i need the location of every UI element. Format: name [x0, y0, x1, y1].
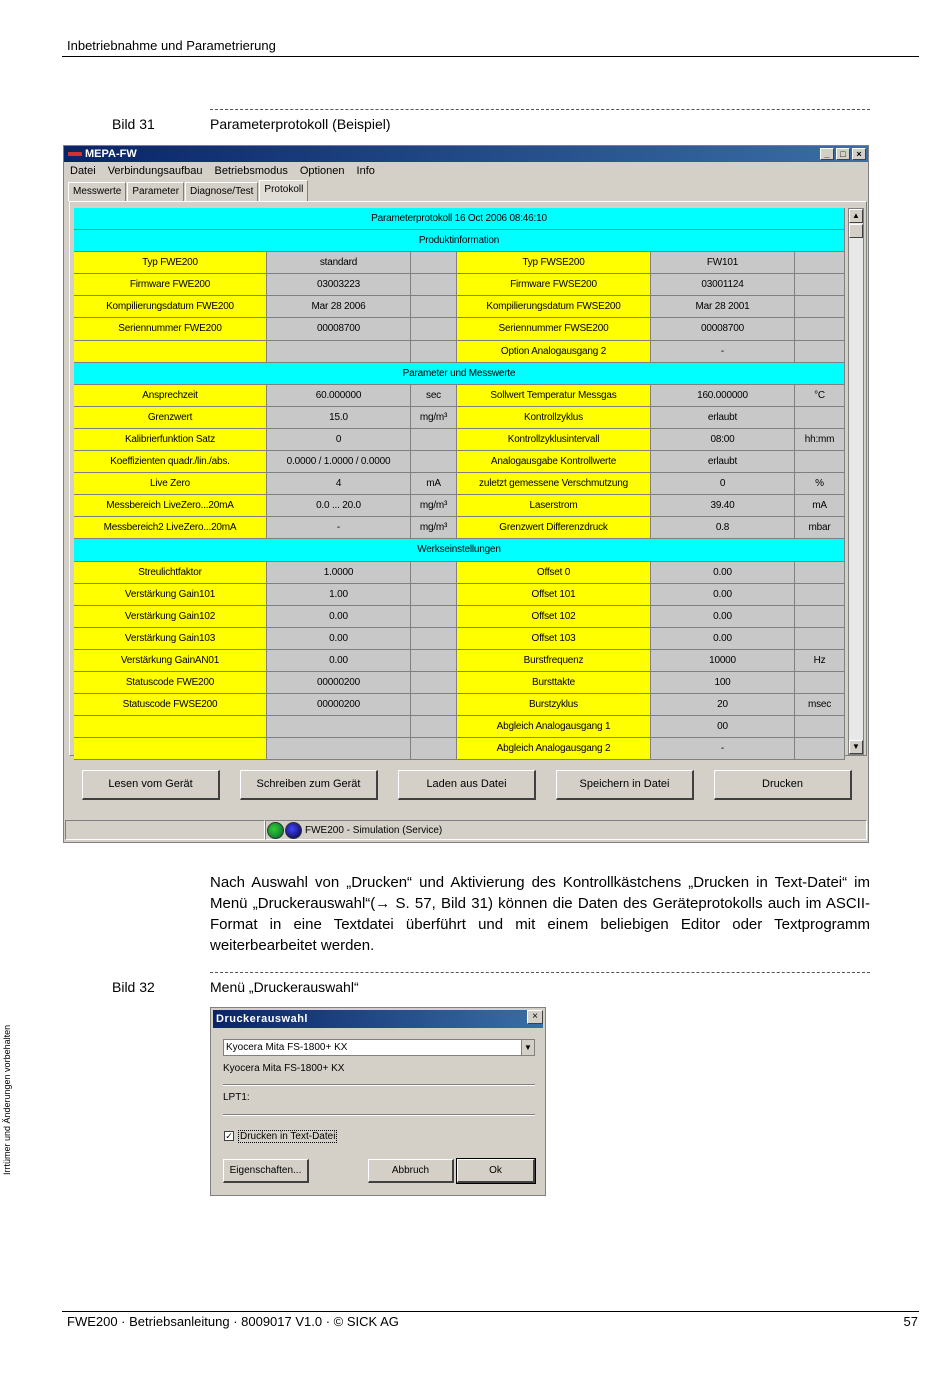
cell-unit-right: mA: [795, 495, 845, 517]
cell-value-left: 03003223: [267, 274, 411, 296]
cell-value-right: 10000: [651, 650, 795, 672]
cell-value-left: 00008700: [267, 318, 411, 340]
table-row: [74, 252, 845, 274]
cell-label-right: Bursttakte: [457, 672, 651, 694]
printer-dialog: [210, 1007, 546, 1196]
cell-unit-right: [795, 584, 845, 606]
cell-label-right: Option Analogausgang 2: [457, 341, 651, 363]
cell-value-left: 00000200: [267, 694, 411, 716]
cell-label-right: Kontrollzyklusintervall: [457, 429, 651, 451]
cell-label-left: Kompilierungsdatum FWE200: [74, 296, 267, 318]
cell-value-right: -: [651, 341, 795, 363]
cancel-button[interactable]: Abbruch: [368, 1159, 454, 1183]
cell-unit-right: [795, 318, 845, 340]
cell-value-left: 0.00: [267, 650, 411, 672]
table-row: [74, 318, 845, 340]
cell-label-right: Abgleich Analogausgang 1: [457, 716, 651, 738]
cell-unit-right: [795, 341, 845, 363]
dialog-divider: [223, 1084, 535, 1086]
cell-unit-left: mA: [411, 473, 457, 495]
cell-value-right: 0: [651, 473, 795, 495]
table-row: [74, 208, 845, 230]
cell-value-left: 4: [267, 473, 411, 495]
cell-unit-right: [795, 716, 845, 738]
section-header: Parameter und Messwerte: [74, 363, 845, 385]
table-row: [74, 539, 845, 561]
cell-unit-right: [795, 562, 845, 584]
table-row: [74, 495, 845, 517]
dialog-close-icon[interactable]: ×: [527, 1010, 543, 1024]
cell-unit-left: mg/m³: [411, 407, 457, 429]
cell-value-left: standard: [267, 252, 411, 274]
cell-value-left: [267, 716, 411, 738]
cell-unit-left: [411, 694, 457, 716]
scroll-thumb[interactable]: [849, 224, 863, 238]
cell-label-right: Abgleich Analogausgang 2: [457, 738, 651, 760]
cell-unit-left: [411, 318, 457, 340]
cell-value-left: 0.0 ... 20.0: [267, 495, 411, 517]
ok-button[interactable]: Ok: [457, 1159, 535, 1183]
figure-divider: [210, 109, 870, 110]
figure-title: Menü „Druckerauswahl“: [210, 979, 359, 995]
figure-number: Bild 31: [112, 116, 155, 132]
page-number: 57: [903, 1314, 918, 1329]
cell-value-right: erlaubt: [651, 451, 795, 473]
cell-label-left: Verstärkung Gain101: [74, 584, 267, 606]
cell-label-left: Ansprechzeit: [74, 385, 267, 407]
dialog-divider: [223, 1114, 535, 1116]
load-file-button[interactable]: Laden aus Datei: [398, 770, 536, 800]
section-header: Produktinformation: [74, 230, 845, 252]
cell-label-left: Live Zero: [74, 473, 267, 495]
table-row: [74, 584, 845, 606]
cell-label-left: Verstärkung Gain103: [74, 628, 267, 650]
cell-value-left: 60.000000: [267, 385, 411, 407]
cell-value-left: 1.00: [267, 584, 411, 606]
cell-label-left: Streulichtfaktor: [74, 562, 267, 584]
cell-label-right: Laserstrom: [457, 495, 651, 517]
cell-value-right: erlaubt: [651, 407, 795, 429]
cell-value-right: 0.8: [651, 517, 795, 539]
cell-unit-right: [795, 628, 845, 650]
cell-unit-left: [411, 562, 457, 584]
cell-unit-left: sec: [411, 385, 457, 407]
cell-label-left: Kalibrierfunktion Satz: [74, 429, 267, 451]
section-header: Parameterprotokoll 16 Oct 2006 08:46:10: [74, 208, 845, 230]
cell-unit-right: Hz: [795, 650, 845, 672]
menu-optionen[interactable]: Optionen: [299, 165, 345, 177]
table-row: [74, 473, 845, 495]
cell-value-right: 100: [651, 672, 795, 694]
table-row: [74, 407, 845, 429]
green-led-icon: [267, 822, 284, 839]
footer-text: FWE200 · Betriebsanleitung · 8009017 V1.0 · © SICK AG: [67, 1314, 399, 1329]
table-row: [74, 429, 845, 451]
cell-unit-left: mg/m³: [411, 517, 457, 539]
tab-parameter[interactable]: Parameter: [127, 182, 184, 201]
cell-value-right: FW101: [651, 252, 795, 274]
menu-betriebsmodus[interactable]: Betriebsmodus: [214, 165, 288, 177]
text-file-checkbox-label[interactable]: Drucken in Text-Datei: [240, 1131, 336, 1142]
cell-value-right: 20: [651, 694, 795, 716]
cell-unit-left: [411, 738, 457, 760]
cell-label-left: Statuscode FWE200: [74, 672, 267, 694]
cell-unit-right: msec: [795, 694, 845, 716]
cell-unit-right: [795, 296, 845, 318]
protokoll-panel: [69, 201, 867, 756]
cell-unit-right: [795, 274, 845, 296]
scroll-up-icon[interactable]: ▲: [849, 209, 863, 223]
cell-value-right: 0.00: [651, 584, 795, 606]
action-buttons: [82, 770, 852, 800]
cell-value-left: [267, 341, 411, 363]
figure-divider: [210, 972, 870, 973]
table-row: [74, 451, 845, 473]
vertical-scrollbar[interactable]: [848, 208, 864, 755]
cell-label-right: Seriennummer FWSE200: [457, 318, 651, 340]
table-row: [74, 385, 845, 407]
cell-value-left: [267, 738, 411, 760]
menu-verbindungsaufbau[interactable]: Verbindungsaufbau: [107, 165, 203, 177]
cell-label-right: Kontrollzyklus: [457, 407, 651, 429]
cell-value-right: 160.000000: [651, 385, 795, 407]
cell-value-right: 03001124: [651, 274, 795, 296]
cell-label-right: Analogausgabe Kontrollwerte: [457, 451, 651, 473]
cell-label-left: Grenzwert: [74, 407, 267, 429]
menu-info[interactable]: Info: [356, 165, 375, 177]
table-row: [74, 341, 845, 363]
cell-label-left: [74, 738, 267, 760]
table-row: [74, 230, 845, 252]
cell-label-right: Sollwert Temperatur Messgas: [457, 385, 651, 407]
cell-unit-right: [795, 407, 845, 429]
cell-label-left: [74, 716, 267, 738]
status-bar: [65, 820, 867, 841]
cell-label-left: Koeffizienten quadr./lin./abs.: [74, 451, 267, 473]
printer-select-value: Kyocera Mita FS-1800+ KX: [226, 1042, 348, 1053]
table-row: [74, 274, 845, 296]
status-pane-right: [265, 820, 867, 840]
cell-unit-left: [411, 672, 457, 694]
menu-bar: [64, 163, 381, 180]
properties-button[interactable]: Eigenschaften...: [223, 1159, 309, 1183]
cell-label-left: [74, 341, 267, 363]
table-row: [74, 562, 845, 584]
table-row: [74, 628, 845, 650]
cell-value-left: 15.0: [267, 407, 411, 429]
print-button[interactable]: Drucken: [714, 770, 852, 800]
cell-value-right: 39.40: [651, 495, 795, 517]
header-title: Inbetriebnahme und Parametrierung: [67, 38, 276, 53]
cell-value-right: 00: [651, 716, 795, 738]
cell-value-left: -: [267, 517, 411, 539]
mepa-window: [63, 145, 869, 843]
write-device-button[interactable]: Schreiben zum Gerät: [240, 770, 378, 800]
cell-value-right: 0.00: [651, 628, 795, 650]
cell-label-right: Burstzyklus: [457, 694, 651, 716]
table-row: [74, 363, 845, 385]
table-row: [74, 694, 845, 716]
cell-value-right: -: [651, 738, 795, 760]
cell-label-right: Offset 103: [457, 628, 651, 650]
dialog-title: Druckerauswahl: [213, 1010, 543, 1028]
cell-unit-right: mbar: [795, 517, 845, 539]
cell-unit-right: [795, 606, 845, 628]
cell-unit-left: [411, 341, 457, 363]
table-row: [74, 296, 845, 318]
cell-label-left: Typ FWE200: [74, 252, 267, 274]
cell-unit-right: °C: [795, 385, 845, 407]
minimize-button[interactable]: _: [820, 148, 834, 160]
cell-unit-left: [411, 716, 457, 738]
cell-value-right: Mar 28 2001: [651, 296, 795, 318]
body-paragraph: Nach Auswahl von „Drucken“ und Aktivierung des Kontrollkästchens „Drucken in Text-Datei“ im Menü „Druckerauswahl“(→ S. 57, Bild 31) können die Daten des Geräteprotokolls auch im ASCII-Format in eine Textdatei überführt und mit einem beliebigen Editor oder Textprogramm weiterbearbeitet werden.: [210, 874, 870, 954]
cell-unit-left: [411, 274, 457, 296]
cell-unit-right: [795, 252, 845, 274]
window-title: MEPA-FW: [85, 148, 137, 160]
cell-label-right: Offset 101: [457, 584, 651, 606]
table-row: [74, 517, 845, 539]
cell-label-right: zuletzt gemessene Verschmutzung: [457, 473, 651, 495]
cell-value-left: 0.0000 / 1.0000 / 0.0000: [267, 451, 411, 473]
cell-value-right: 0.00: [651, 606, 795, 628]
maximize-button[interactable]: □: [836, 148, 850, 160]
text-file-checkbox[interactable]: ✓: [225, 1131, 233, 1141]
cell-unit-right: [795, 672, 845, 694]
table-row: [74, 672, 845, 694]
cell-label-right: Offset 102: [457, 606, 651, 628]
cell-label-left: Verstärkung GainAN01: [74, 650, 267, 672]
cell-value-right: 00008700: [651, 318, 795, 340]
window-titlebar: [64, 146, 868, 162]
table-row: [74, 716, 845, 738]
cell-unit-left: [411, 429, 457, 451]
status-text: FWE200 - Simulation (Service): [305, 824, 443, 836]
side-note: Irrtümer und Änderungen vorbehalten: [2, 1024, 12, 1175]
cell-value-right: 0.00: [651, 562, 795, 584]
cell-unit-right: [795, 738, 845, 760]
cell-label-right: Typ FWSE200: [457, 252, 651, 274]
printer-port: LPT1:: [223, 1092, 250, 1103]
figure-number: Bild 32: [112, 979, 155, 995]
cell-value-left: 00000200: [267, 672, 411, 694]
save-file-button[interactable]: Speichern in Datei: [556, 770, 694, 800]
tab-protokoll[interactable]: Protokoll: [259, 180, 308, 201]
header-rule: [62, 56, 919, 57]
cell-value-left: 1.0000: [267, 562, 411, 584]
cell-unit-left: [411, 296, 457, 318]
cell-unit-right: [795, 451, 845, 473]
cell-unit-left: [411, 628, 457, 650]
cell-label-right: Offset 0: [457, 562, 651, 584]
table-row: [74, 606, 845, 628]
cell-value-left: Mar 28 2006: [267, 296, 411, 318]
cell-value-right: 08:00: [651, 429, 795, 451]
table-row: [74, 650, 845, 672]
cell-label-right: Kompilierungsdatum FWSE200: [457, 296, 651, 318]
scroll-down-icon[interactable]: ▼: [849, 740, 863, 754]
chevron-down-icon[interactable]: ▼: [521, 1040, 534, 1055]
cell-label-left: Firmware FWE200: [74, 274, 267, 296]
table-row: [74, 738, 845, 760]
cell-value-left: 0: [267, 429, 411, 451]
cell-unit-right: hh:mm: [795, 429, 845, 451]
read-device-button[interactable]: Lesen vom Gerät: [82, 770, 220, 800]
cell-unit-left: [411, 252, 457, 274]
printer-select[interactable]: [223, 1039, 535, 1056]
app-logo-icon: [68, 152, 82, 156]
cell-label-left: Verstärkung Gain102: [74, 606, 267, 628]
menu-datei[interactable]: Datei: [70, 165, 96, 177]
printer-name: Kyocera Mita FS-1800+ KX: [223, 1063, 345, 1074]
cell-value-left: 0.00: [267, 628, 411, 650]
cell-unit-right: %: [795, 473, 845, 495]
cell-unit-left: [411, 451, 457, 473]
cell-label-left: Messbereich LiveZero...20mA: [74, 495, 267, 517]
cell-unit-left: [411, 650, 457, 672]
cell-unit-left: [411, 584, 457, 606]
figure-title: Parameterprotokoll (Beispiel): [210, 116, 391, 132]
tab-messwerte[interactable]: Messwerte: [68, 182, 126, 201]
cell-label-left: Messbereich2 LiveZero...20mA: [74, 517, 267, 539]
cell-unit-left: [411, 606, 457, 628]
cell-unit-left: mg/m³: [411, 495, 457, 517]
blue-led-icon: [285, 822, 302, 839]
tab-strip: [68, 182, 309, 201]
cell-label-left: Statuscode FWSE200: [74, 694, 267, 716]
close-button[interactable]: ×: [852, 148, 866, 160]
cell-value-left: 0.00: [267, 606, 411, 628]
protocol-table: [74, 208, 845, 760]
cell-label-right: Grenzwert Differenzdruck: [457, 517, 651, 539]
section-header: Werkseinstellungen: [74, 539, 845, 561]
cell-label-left: Seriennummer FWE200: [74, 318, 267, 340]
cell-label-right: Firmware FWSE200: [457, 274, 651, 296]
cell-label-right: Burstfrequenz: [457, 650, 651, 672]
status-pane-left: [65, 820, 265, 840]
tab-diagnose-test[interactable]: Diagnose/Test: [185, 182, 258, 201]
footer-rule: [62, 1311, 919, 1312]
